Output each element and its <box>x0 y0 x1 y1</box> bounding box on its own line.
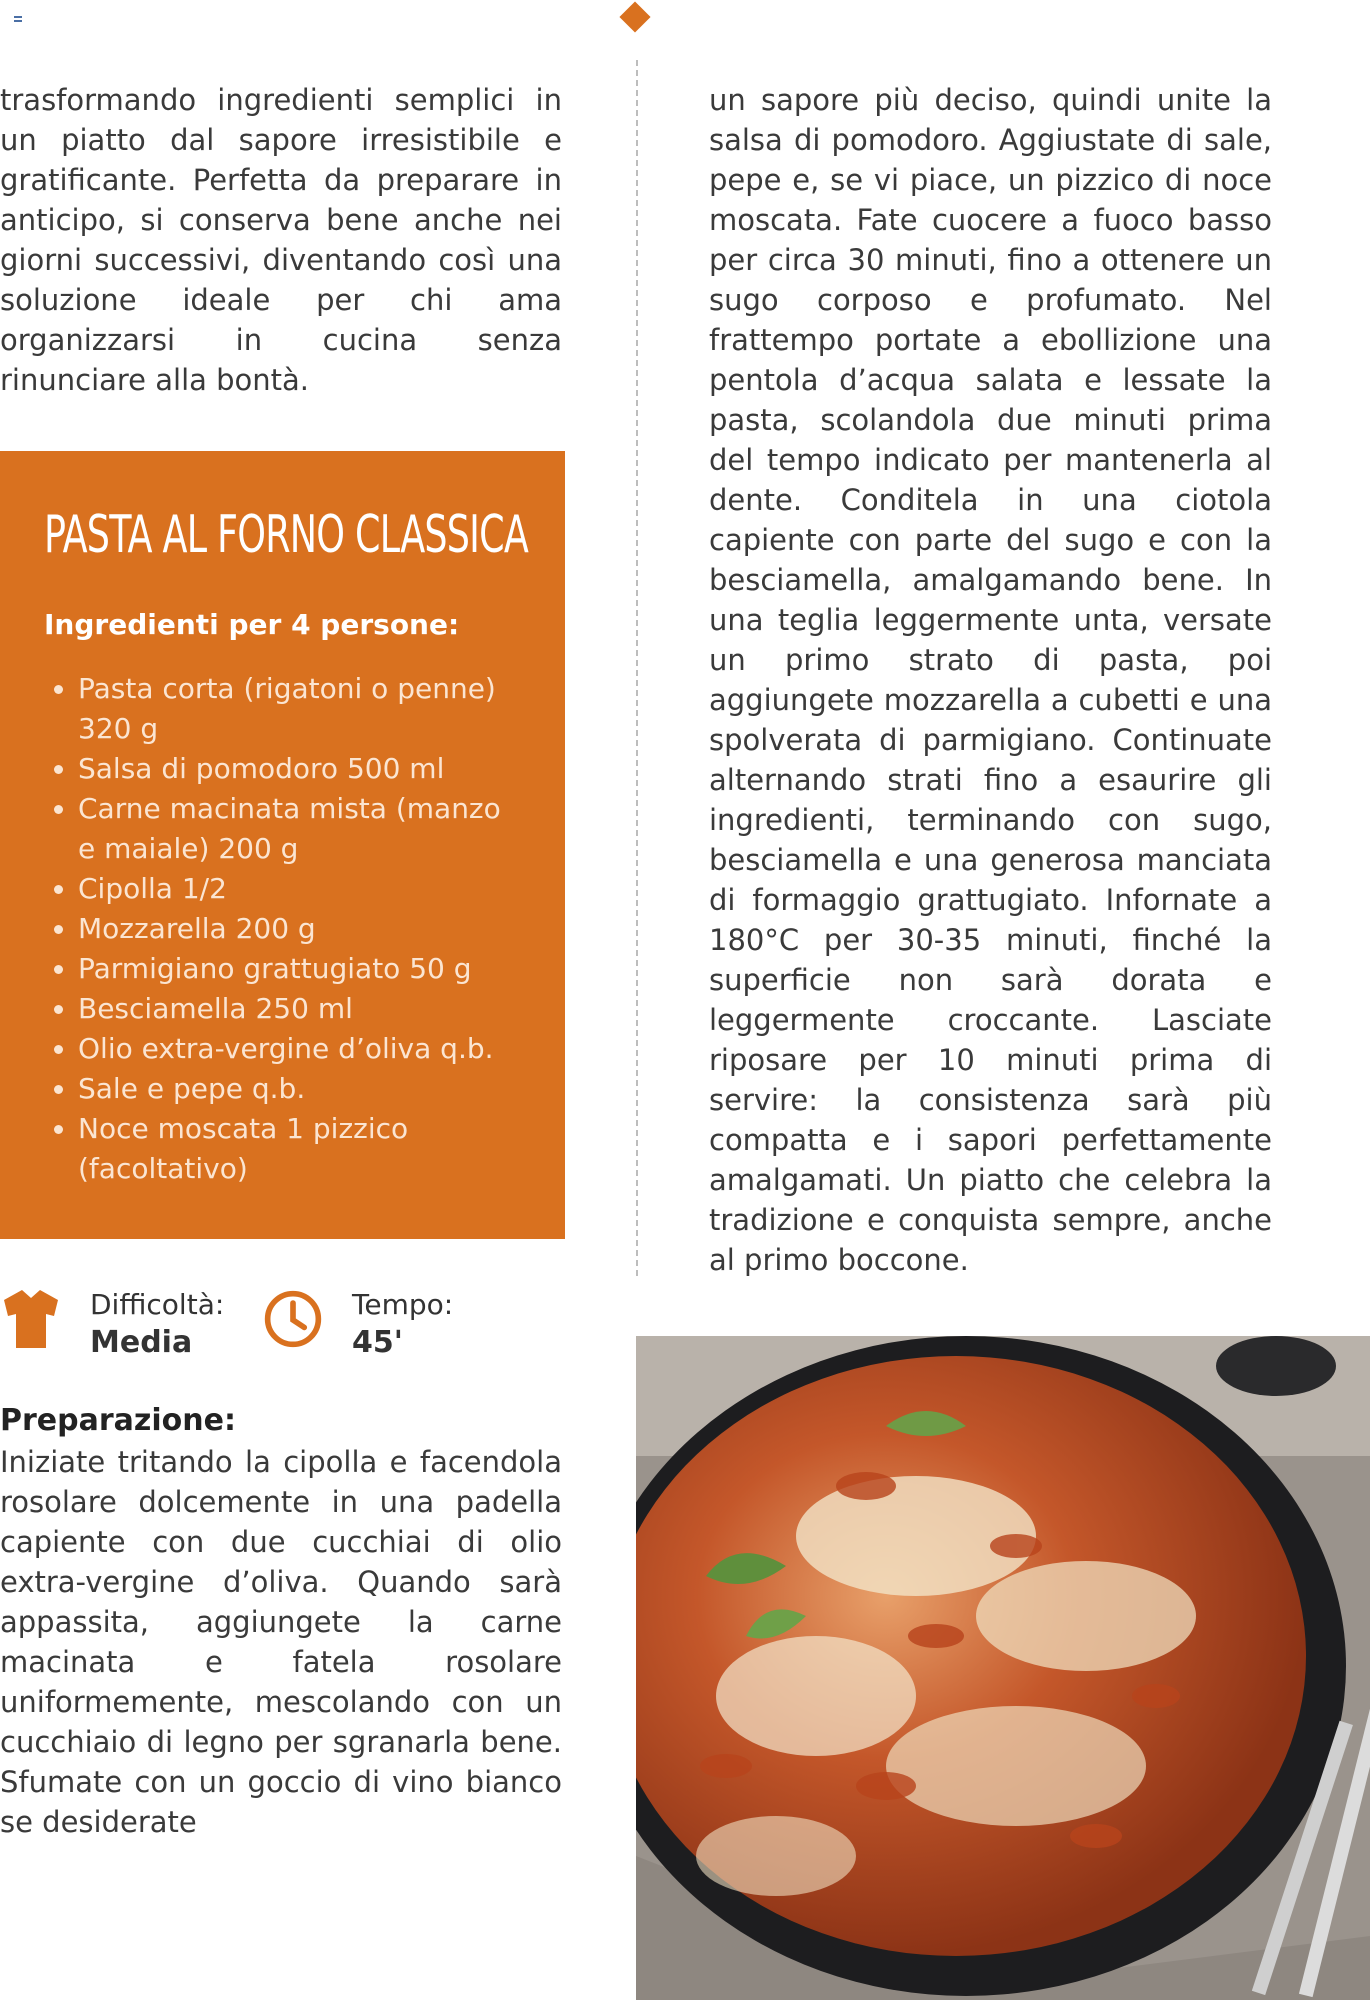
preparation-continued-paragraph: un sapore più deciso, quindi unite la salsa di pomodoro. Aggiustate di sale, pepe e, se vi piace, un pizzico di noce moscata. Fate cuocere a fuoco basso per circa 30 minuti, fino a ottenere un sugo corposo e profumato. Nel frattempo portate a ebollizione una pentola d’acqua salata e lessate la pasta, scolandola due minuti prima del tempo indicato per mantenerla al dente. Conditela in una ciotola capiente con parte del sugo e con la besciamella, amalgamando bene. In una teglia leggermente unta, versate un primo strato di pasta, poi aggiungete mozzarella a cubetti e una spolverata di parmigiano. Continuate alternando strati fino a esaurire gli ingredienti, terminando con sugo, besciamella e una generosa manciata di formaggio grattugiato. Infornate a 180°C per 30-35 minuti, finché la superficie non sarà dorata e leggermente croccante. Lasciate riposare per 10 minuti prima di servire: la consistenza sarà più compatta e i sapori perfettamente amalgamati. Un piatto che celebra la tradizione e conquista sempre, anche al primo boccone. <box>709 83 1272 1277</box>
preparation-title: Preparazione: <box>0 1403 236 1438</box>
time-value: 45' <box>352 1325 403 1360</box>
difficulty-info <box>0 1286 224 1362</box>
recipe-box <box>0 451 565 1239</box>
pasta-bake-illustration <box>636 1336 1370 2000</box>
difficulty-value: Media <box>90 1325 193 1360</box>
ingredient-item: • Pasta corta (rigatoni o penne) 320 g <box>78 669 521 749</box>
column-divider <box>636 60 638 1276</box>
chef-jacket-icon <box>0 1286 62 1352</box>
ingredient-item: • Olio extra-vergine d’oliva q.b. <box>78 1029 521 1069</box>
ingredient-item: • Carne macinata mista (manzo e maiale) 200 g <box>78 789 521 869</box>
preparation-paragraph: Iniziate tritando la cipolla e facendola rosolare dolcemente in una padella capiente con due cucchiai di olio extra-vergine d’oliva. Quando sarà appassita, aggiungete la carne macinata e fatela rosolare uniformemente, mescolando con un cucchiaio di legno per sgranarla bene. Sfumate con un goccio di vino bianco se desiderate <box>0 1445 562 1839</box>
time-label: Tempo: <box>352 1288 454 1321</box>
ingredient-item: • Mozzarella 200 g <box>78 909 521 949</box>
pasta-bake-photo <box>636 1336 1370 2000</box>
page-marker-icon <box>14 16 22 22</box>
ingredient-item: • Cipolla 1/2 <box>78 869 521 909</box>
ingredient-item: • Sale e pepe q.b. <box>78 1069 521 1109</box>
ingredients-list <box>44 669 521 1189</box>
diamond-ornament-icon <box>619 1 650 32</box>
ingredient-item: • Besciamella 250 ml <box>78 989 521 1029</box>
recipe-title: PASTA AL FORNO CLASSICA <box>44 505 529 565</box>
ingredient-item: • Salsa di pomodoro 500 ml <box>78 749 521 789</box>
ingredients-title: Ingredienti per 4 persone: <box>44 608 460 641</box>
clock-icon <box>262 1286 324 1352</box>
ingredient-item: • Parmigiano grattugiato 50 g <box>78 949 521 989</box>
time-info <box>262 1286 453 1362</box>
ingredient-item: • Noce moscata 1 pizzico (facoltativo) <box>78 1109 521 1189</box>
difficulty-label: Difficoltà: <box>90 1288 225 1321</box>
intro-paragraph: trasformando ingredienti semplici in un piatto dal sapore irresistibile e gratificante. Perfetta da preparare in anticipo, si conserva bene anche nei giorni successivi, diventando così una soluzione ideale per chi ama organizzarsi in cucina senza rinunciare alla bontà. <box>0 83 562 397</box>
